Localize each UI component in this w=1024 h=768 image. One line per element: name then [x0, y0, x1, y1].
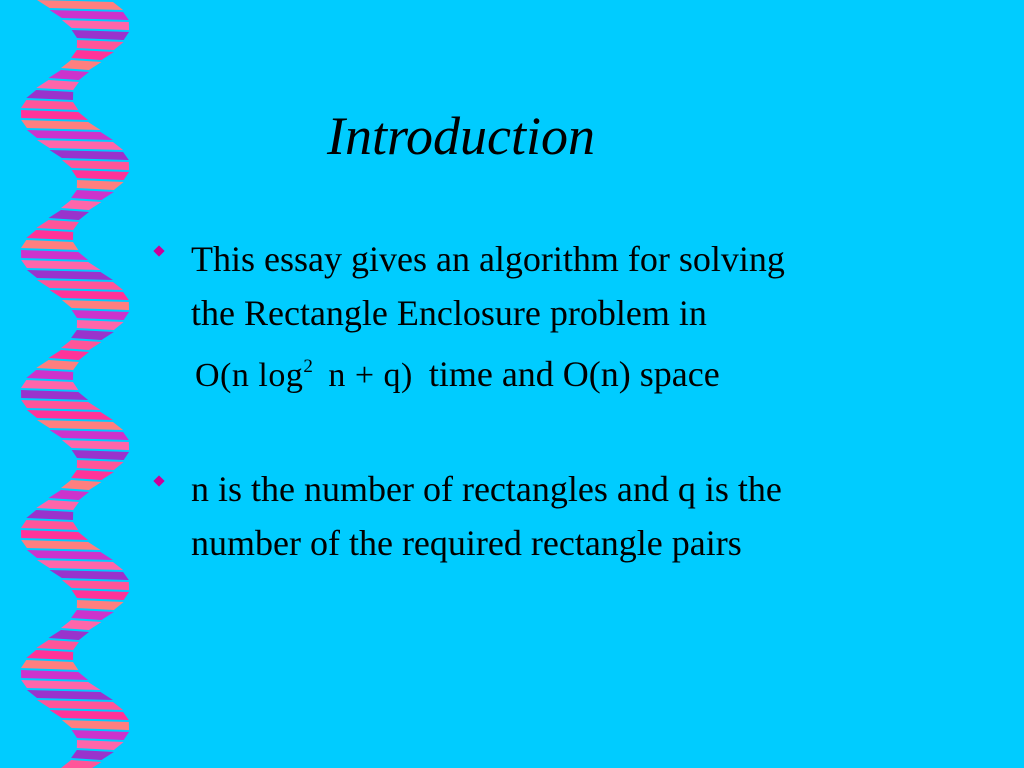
ribbon-segment — [77, 180, 124, 190]
ribbon-segment — [61, 60, 101, 70]
ribbon-segment — [27, 130, 113, 140]
bullet-line — [191, 340, 975, 403]
ribbon-segment — [61, 340, 101, 350]
ribbon-segment — [49, 210, 89, 220]
ribbon-segment — [26, 650, 73, 660]
ribbon-segment — [21, 240, 78, 250]
ribbon-segment — [62, 720, 129, 730]
bullet-tail-text: time and O(n) space — [428, 354, 720, 394]
ribbon-segment — [72, 170, 129, 180]
ribbon-segment — [21, 110, 88, 120]
bullet-text — [191, 462, 975, 570]
ribbon-segment — [71, 750, 114, 760]
ribbon-segment — [62, 580, 129, 590]
ribbon-segment — [72, 450, 129, 460]
bullet-item — [155, 462, 975, 570]
ribbon-segment — [72, 590, 129, 600]
ribbon-segment — [62, 300, 129, 310]
bullet-line: the Rectangle Enclosure problem in — [191, 293, 707, 333]
ribbon-segment — [61, 200, 101, 210]
ribbon-segment — [26, 510, 73, 520]
ribbon-segment — [36, 220, 79, 230]
ribbon-segment — [37, 140, 123, 150]
diamond-bullet-icon — [153, 475, 164, 486]
ribbon-segment — [49, 630, 89, 640]
ribbon-segment — [36, 640, 79, 650]
ribbon-segment — [49, 10, 128, 20]
bullet-line: number of the required rectangle pairs — [191, 523, 742, 563]
ribbon-segment — [21, 540, 100, 550]
ribbon-segment — [21, 680, 100, 690]
ribbon-segment — [49, 70, 89, 80]
ribbon-segment — [49, 150, 128, 160]
ribbon-segment — [49, 710, 128, 720]
ribbon-segment — [26, 230, 73, 240]
ribbon-segment — [61, 480, 101, 490]
ribbon-segment — [77, 320, 124, 330]
ribbon-segment — [62, 20, 129, 30]
ribbon-segment — [37, 280, 123, 290]
ribbon-segment — [37, 560, 123, 570]
bullet-text — [191, 232, 975, 403]
ribbon-segment — [21, 660, 78, 670]
ribbon-segment — [21, 530, 88, 540]
ribbon-segment — [49, 430, 128, 440]
ribbon-segment — [61, 760, 101, 768]
bullet-item — [155, 232, 975, 403]
ribbon-segment — [37, 700, 123, 710]
ribbon-segment — [36, 360, 79, 370]
ribbon-segment — [71, 470, 114, 480]
bullet-line: This essay gives an algorithm for solving — [191, 239, 785, 279]
complexity-formula: O(n $\log^2 n + q$) — [195, 356, 413, 394]
ribbon-segment — [62, 440, 129, 450]
ribbon-segment — [21, 120, 100, 130]
bullet-line: n is the number of rectangles and q is the — [191, 469, 782, 509]
ribbon-segment — [21, 100, 78, 110]
ribbon-segment — [71, 190, 114, 200]
formula-exponent: 2 — [303, 356, 314, 377]
ribbon-segment — [77, 740, 124, 750]
ribbon-segment — [72, 730, 129, 740]
diamond-bullet-icon — [153, 245, 164, 256]
wavy-ribbon-decoration — [0, 0, 150, 768]
ribbon-segment — [71, 50, 114, 60]
ribbon-segment — [26, 370, 73, 380]
ribbon-segment — [37, 420, 123, 430]
ribbon-segment — [21, 520, 78, 530]
ribbon-segment — [27, 270, 113, 280]
ribbon-segment — [21, 250, 88, 260]
ribbon-segment — [72, 30, 129, 40]
ribbon-segment — [21, 260, 100, 270]
ribbon-segment — [21, 670, 88, 680]
ribbon-segment — [27, 410, 113, 420]
ribbon-segment — [21, 380, 78, 390]
ribbon-segment — [61, 620, 101, 630]
ribbon-segment — [77, 460, 124, 470]
ribbon-segment — [72, 310, 129, 320]
ribbon-segment — [62, 160, 129, 170]
ribbon-segment — [49, 350, 89, 360]
ribbon-segment — [21, 390, 88, 400]
ribbon-segment — [49, 490, 89, 500]
ribbon-segment — [27, 690, 113, 700]
ribbon-segment — [77, 40, 124, 50]
ribbon-segment — [71, 610, 114, 620]
ribbon-segment — [49, 290, 128, 300]
ribbon-segment — [71, 330, 114, 340]
slide-title: Introduction — [327, 106, 595, 166]
ribbon-segment — [26, 90, 73, 100]
ribbon-segment — [37, 0, 123, 10]
ribbon-segment — [36, 80, 79, 90]
ribbon-segment — [49, 570, 128, 580]
ribbon-segment — [21, 400, 100, 410]
ribbon-segment — [27, 550, 113, 560]
ribbon-segment — [77, 600, 124, 610]
ribbon-segment — [36, 500, 79, 510]
